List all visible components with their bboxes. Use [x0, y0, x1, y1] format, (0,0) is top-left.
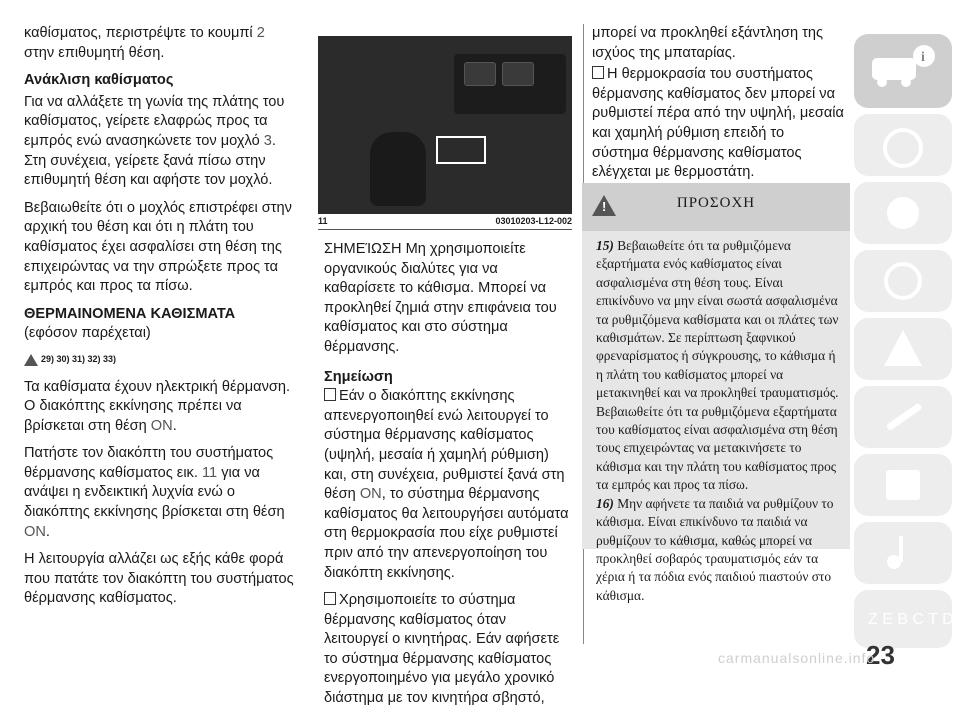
warning-triangle-icon — [24, 354, 38, 366]
note-icon — [592, 66, 604, 79]
text: για να ανάψει η ενδεικτική λυχνία ενώ ο διακόπτης εκκίνησης βρίσκεται στη θέση — [24, 464, 285, 521]
note-paragraph — [324, 387, 573, 583]
text: Για να αλλάξετε τη γωνία της πλάτης του καθίσματος, γείρετε ελαφρώς προς τα εμπρός ενώ ανασηκώνετε τον μοχλό — [24, 93, 285, 149]
dashboard-icon — [854, 114, 952, 176]
watermark: carmanualsonline.info — [718, 650, 876, 666]
paragraph: Η λειτουργία αλλάζει ως εξής κάθε φορά που πατάτε τον διακόπτη του συστήματος θέρμανσης καθίσματος. — [24, 551, 294, 607]
warning-title: ΠΡΟΣΟΧΗ — [676, 195, 756, 211]
sidebar-tab-emergency[interactable] — [854, 318, 952, 380]
text: Εάν ο διακόπτης εκκίνησης απενεργοποιηθεί ενώ λειτουργεί το σύστημα θέρμανσης καθίσματος (υψηλή, μεσαία ή χαμηλή ρύθμιση) και, στη συνέχεια, ρυθμιστεί ξανά στη θέση — [324, 388, 565, 503]
note-icon — [324, 592, 336, 605]
paragraph: Τα καθίσματα έχουν ηλεκτρική θέρμανση. Ο διακόπτης εκκίνησης πρέπει να βρίσκεται στη θέση ON. — [24, 378, 291, 434]
text: Χρησιμοποιείτε το σύστημα θέρμανσης καθίσματος όταν λειτουργεί ο κινητήρας. Εάν αφήσετε το σύστημα θέρμανσης καθίσματος ενεργοποιημένο για μεγάλο χρονικό διάστημα με τον κινητήρα σβηστό, — [324, 592, 560, 707]
sidebar-tab-dashboard[interactable] — [854, 114, 952, 176]
left-column — [24, 24, 296, 617]
warning-number: 15) — [596, 238, 614, 253]
section-heading-recline: Ανάκλιση καθίσματος — [24, 72, 174, 89]
figure-ref: 11 — [201, 464, 218, 481]
paragraph: Πατήστε τον διακόπτη του συστήματος θέρμανσης καθίσματος εικ. 11 για να ανάψει η ενδεικτική λυχνία ενώ ο διακόπτης εκκίνησης βρίσκεται στη θέση ON. — [24, 445, 285, 540]
sidebar-tab-vehicle-info[interactable] — [854, 34, 952, 108]
heater-switch-right — [502, 62, 534, 86]
warning-refs — [24, 350, 296, 370]
text: Πατήστε τον διακόπτη του συστήματος θέρμανσης καθίσματος εικ. — [24, 445, 274, 481]
paragraph — [24, 24, 296, 63]
figure-number: 11 — [318, 216, 328, 226]
text: , το σύστημα θέρμανσης καθίσματος θα λειτουργήσει αυτόματα στη θερμοκρασία που είχε ρυθμιστεί πριν από την απενεργοποίηση του διακόπτη εκκίνησης. — [324, 486, 569, 581]
warning-triangle-icon: ! — [592, 195, 616, 216]
ref-number: 3 — [263, 132, 272, 149]
right-column — [592, 24, 844, 191]
warning-item — [596, 237, 840, 495]
sidebar-tab-specs[interactable] — [854, 454, 952, 516]
wrench-icon — [854, 386, 952, 448]
chapter-sidebar — [852, 24, 960, 664]
sidebar-tab-maintenance[interactable] — [854, 386, 952, 448]
warning-header — [582, 183, 850, 231]
on-label: ON — [24, 523, 46, 540]
gear-knob — [370, 132, 426, 206]
caption-rule — [318, 229, 572, 230]
ref-number: 2 — [256, 25, 265, 41]
text: στην επιθυμητή θέση. — [24, 44, 165, 61]
note-heading: Σημείωση — [324, 368, 393, 385]
car-info-icon — [854, 34, 952, 108]
text: καθίσματος, περιστρέψτε το κουμπί — [24, 25, 253, 41]
section-heading-heated-seats: ΘΕΡΜΑΙΝΟΜΕΝΑ ΚΑΘΙΣΜΑΤΑ — [24, 305, 236, 322]
warning-text: Μην αφήνετε τα παιδιά να ρυθμίζουν το κάθισμα. Είναι επικίνδυνο τα παιδιά να ρυθμίζουν το κάθισμα, καθώς μπορεί να προκληθεί σοβαρός τραυματισμός εάν τα χέρια ή τα πόδια ενός παιδιού πιαστούν στο κάθισμα. — [596, 495, 834, 603]
music-icon — [854, 522, 952, 584]
warning-text: Βεβαιωθείτε ότι τα ρυθμιζόμενα εξαρτήματα ενός καθίσματος είναι ασφαλισμένα στη θέση τους. Είναι επικίνδυνο να μην είναι σωστά ασφαλισμένα τα ρυθμιζόμενα καθίσματα και οι πλάτες των καθισμάτων. Σε περίπτωση ξαφνικού φρεναρίσματος ή σύγκρουσης, το κάθισμα ή η πλάτη του καθίσματος μπορεί να μετακινηθεί και να προκληθεί τραυματισμός. Βεβαιωθείτε ότι τα ρυθμιζόμενα εξαρτήματα του καθίσματος είναι ασφαλισμένα στη θέση τους επιχειρώντας να μετακινήσετε το κάθισμα και την πλάτη του καθίσματος προς τα εμπρός και προς τα πίσω. — [596, 238, 839, 493]
middle-column — [324, 240, 573, 717]
figure-seat-heater-photo — [318, 36, 572, 214]
figure-code: 03010203-L12-002 — [495, 216, 572, 226]
on-label: ON — [359, 486, 382, 503]
note-icon — [324, 388, 336, 401]
paragraph — [24, 93, 296, 191]
svg-text:Z E B C T D: Z E B C T D — [868, 611, 952, 628]
sidebar-tab-starting[interactable] — [854, 250, 952, 312]
sidebar-tab-multimedia[interactable] — [854, 522, 952, 584]
page-number: 23 — [866, 640, 895, 670]
on-label: ON — [150, 417, 173, 434]
warning-sign-icon — [854, 318, 952, 380]
note-paragraph — [592, 65, 844, 183]
figure-caption — [318, 216, 572, 226]
safety-icon — [854, 182, 952, 244]
warning-number: 16) — [596, 495, 614, 511]
paragraph: Βεβαιωθείτε ότι ο μοχλός επιστρέφει στην αρχική του θέση και ότι η πλάτη του καθίσματος έχει ασφαλίσει στη θέση της επιχειρώντας να την σπρώξετε προς τα εμπρός και προς τα πίσω. — [24, 199, 292, 295]
refs-text: 29) 30) 31) 32) 33) — [41, 353, 117, 364]
warning-body — [596, 237, 840, 605]
warning-item — [596, 495, 840, 605]
note-paragraph — [324, 591, 573, 709]
section-subheading: (εφόσον παρέχεται) — [24, 325, 151, 342]
svg-text:i: i — [921, 50, 925, 65]
paragraph: ΣΗΜΕΊΩΣΗ Μη χρησιμοποιείτε οργανικούς διαλύτες για να καθαρίσετε το κάθισμα. Μπορεί να προκληθεί ζημιά στην επιφάνεια του καθίσματος και στο σύστημα θέρμανσης. — [324, 241, 557, 355]
callout-box — [436, 136, 486, 164]
specs-icon — [854, 454, 952, 516]
paragraph: μπορεί να προκληθεί εξάντληση της ισχύος της μπαταρίας. — [592, 25, 824, 61]
heater-switch-panel — [454, 54, 566, 114]
text: . Στη συνέχεια, γείρετε ξανά πίσω στην επιθυμητή θέση και αφήστε τον μοχλό. — [24, 132, 276, 189]
heater-switch-left — [464, 62, 496, 86]
steering-wheel-icon — [854, 250, 952, 312]
text: Η θερμοκρασία του συστήματος θέρμανσης καθίσματος δεν μπορεί να ρυθμιστεί πέρα από την υψηλή, μεσαία και χαμηλή ρύθμιση επειδή το σύστημα θέρμανσης καθίσματος ελέγχεται με θερμοστάτη. — [592, 66, 844, 181]
sidebar-tab-safety[interactable] — [854, 182, 952, 244]
text: Τα καθίσματα έχουν ηλεκτρική θέρμανση. Ο διακόπτης εκκίνησης πρέπει να βρίσκεται στη θέση — [24, 378, 291, 434]
warning-box — [582, 183, 850, 603]
